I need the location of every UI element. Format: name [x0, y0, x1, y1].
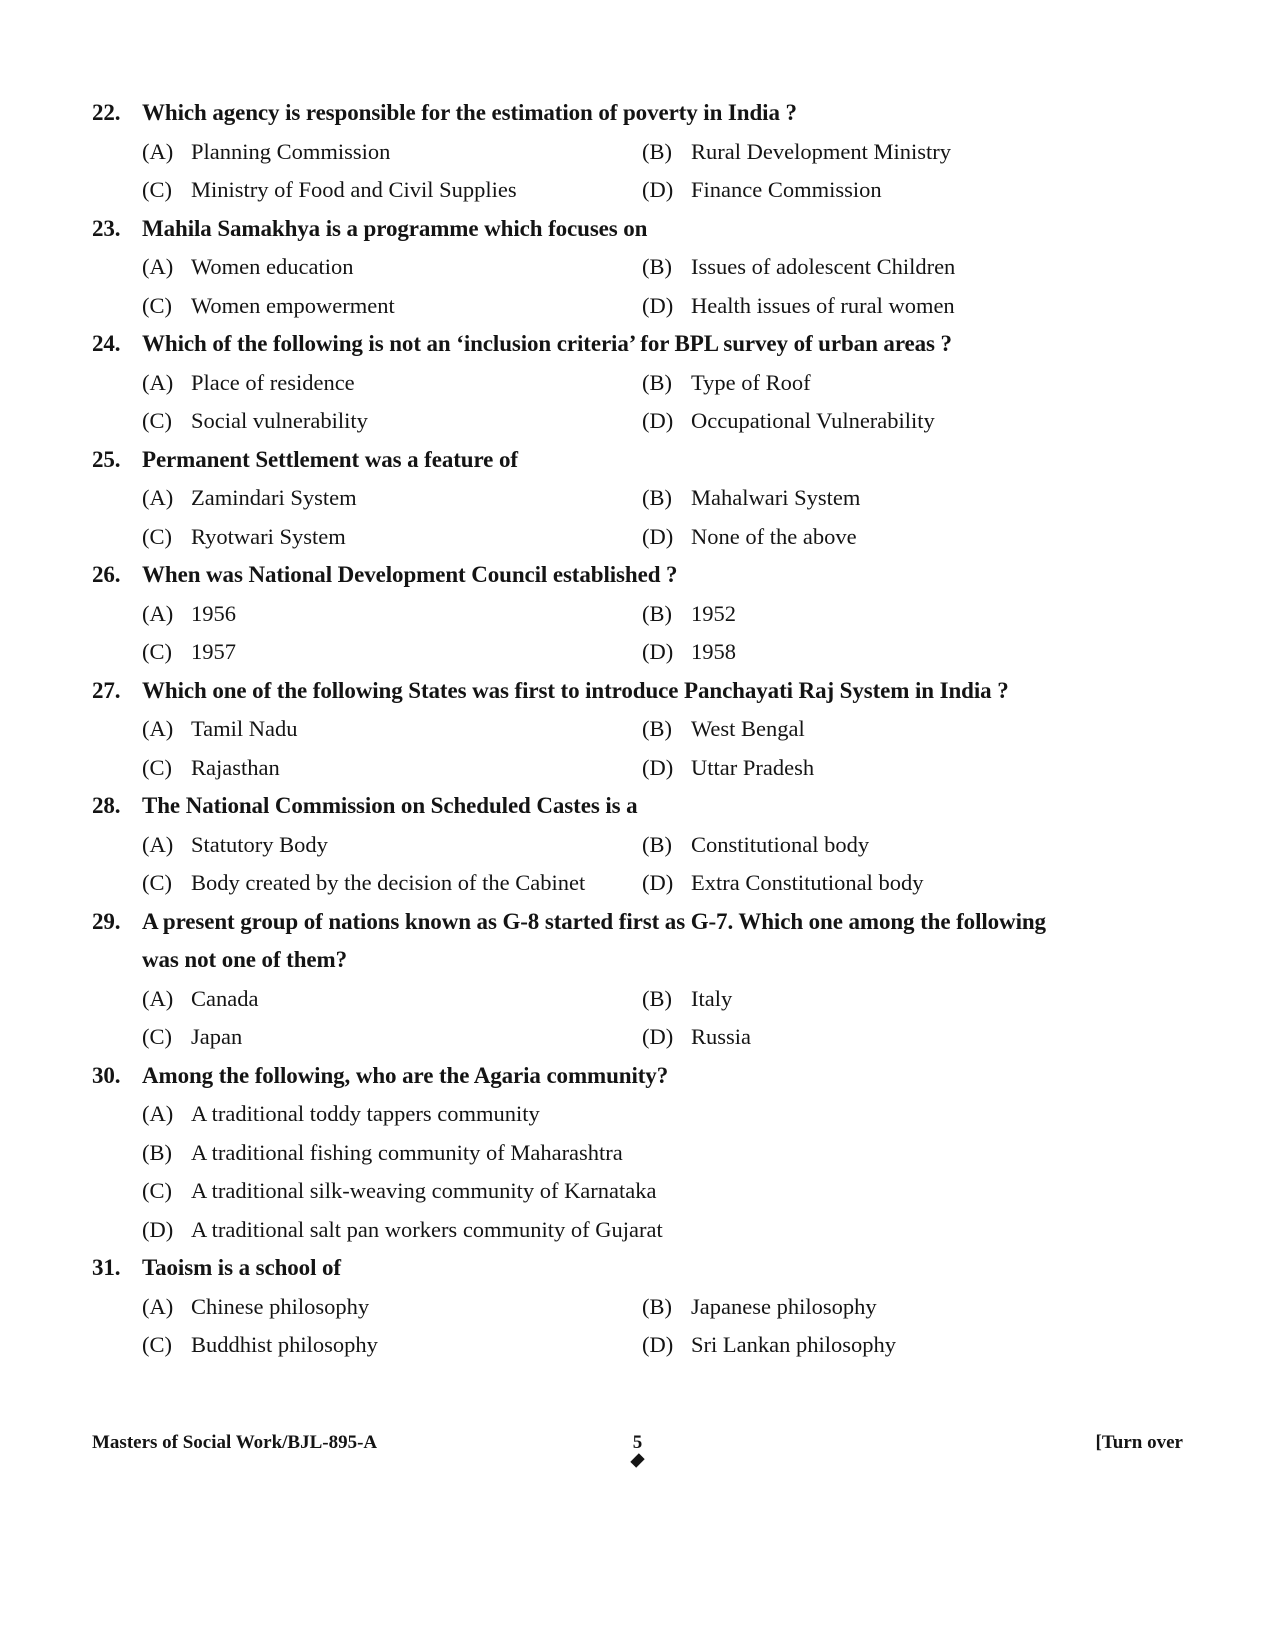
option-list: [92, 364, 1202, 441]
option-text: Social vulnerability: [191, 408, 368, 433]
option-text: Chinese philosophy: [191, 1293, 370, 1319]
option-text: West Bengal: [691, 716, 805, 741]
diamond-icon: [630, 1453, 644, 1467]
option-b: [642, 826, 1142, 865]
option-a: [142, 980, 642, 1019]
question-stem: [92, 1057, 1202, 1096]
option-list: [92, 595, 1202, 672]
option-letter: (B): [642, 831, 672, 857]
option-text: A traditional toddy tappers community: [191, 1101, 540, 1126]
option-text: Planning Commission: [191, 138, 391, 164]
question-26: [92, 556, 1202, 672]
option-letter: (A): [142, 254, 174, 279]
option-text: Place of residence: [191, 369, 355, 395]
option-letter: (C): [142, 870, 172, 895]
option-text: Ryotwari System: [191, 523, 346, 549]
option-b: [642, 595, 1142, 634]
option-letter: (C): [142, 292, 172, 318]
option-text: Finance Commission: [691, 177, 882, 202]
option-letter: (D): [642, 639, 674, 664]
option-d: [642, 633, 1142, 672]
option-d: [642, 402, 1142, 441]
option-text: Mahalwari System: [691, 485, 861, 510]
question-28: [92, 787, 1202, 903]
option-letter: (D): [642, 292, 674, 318]
option-b: [642, 133, 1142, 172]
option-text: 1952: [691, 600, 736, 626]
option-letter: (D): [642, 408, 674, 433]
option-text: None of the above: [691, 523, 857, 549]
option-letter: (C): [142, 408, 172, 433]
question-25: [92, 441, 1202, 557]
question-stem: [92, 210, 1202, 249]
question-stem: [92, 325, 1202, 364]
option-letter: (C): [142, 754, 172, 780]
question-number: 25.: [92, 446, 121, 472]
question-text: Mahila Samakhya is a programme which focuses on: [142, 215, 648, 241]
option-a: [142, 133, 642, 172]
option-letter: (A): [142, 985, 174, 1011]
option-text: Tamil Nadu: [191, 716, 298, 741]
option-text: 1957: [191, 639, 236, 664]
option-letter: (A): [142, 369, 174, 395]
option-a: [142, 248, 642, 287]
option-b: [642, 710, 1142, 749]
option-text: Issues of adolescent Children: [691, 254, 956, 279]
question-stem: [92, 1249, 1202, 1288]
option-list: [92, 980, 1202, 1057]
question-stem: [92, 672, 1202, 711]
question-number: 30.: [92, 1062, 121, 1088]
option-c: [142, 749, 642, 788]
option-text: Rajasthan: [191, 754, 280, 780]
option-d: [642, 287, 1142, 326]
option-text: Russia: [691, 1024, 752, 1049]
option-text: Occupational Vulnerability: [691, 408, 935, 433]
option-letter: (B): [642, 1293, 672, 1319]
option-letter: (A): [142, 138, 174, 164]
option-a: [142, 1288, 642, 1327]
question-24: [92, 325, 1202, 441]
question-number: 28.: [92, 793, 121, 818]
option-letter: (B): [642, 254, 672, 279]
option-letter: (C): [142, 1024, 172, 1049]
question-text: Which one of the following States was first to introduce Panchayati Raj System in India ?: [142, 677, 1009, 703]
option-a: [142, 826, 642, 865]
option-letter: (D): [642, 754, 674, 780]
question-31: [92, 1249, 1202, 1365]
option-a: [142, 1095, 1202, 1134]
option-letter: (A): [142, 600, 174, 626]
option-d: [642, 518, 1142, 557]
option-a: [142, 710, 642, 749]
option-text: Statutory Body: [191, 831, 328, 857]
option-letter: (A): [142, 1293, 174, 1319]
option-text: Body created by the decision of the Cabinet: [191, 870, 586, 895]
option-list: [92, 1095, 1202, 1249]
option-letter: (C): [142, 523, 172, 549]
option-letter: (D): [642, 1024, 674, 1049]
option-letter: (C): [142, 177, 172, 202]
option-letter: (D): [142, 1216, 174, 1242]
question-number: 26.: [92, 562, 121, 587]
option-a: [142, 364, 642, 403]
option-a: [142, 479, 642, 518]
option-text: Type of Roof: [691, 369, 811, 395]
option-text: Japanese philosophy: [691, 1293, 877, 1319]
question-stem: [92, 903, 1202, 980]
option-list: [92, 826, 1202, 903]
option-b: [642, 1288, 1142, 1327]
option-list: [92, 479, 1202, 556]
option-a: [142, 595, 642, 634]
page-footer: [92, 1432, 1183, 1482]
option-list: [92, 1288, 1202, 1365]
option-letter: (B): [642, 138, 672, 164]
paper-code: Masters of Social Work/BJL-895-A: [92, 1432, 378, 1453]
question-27: [92, 672, 1202, 788]
option-d: [642, 171, 1142, 210]
question-text: When was National Development Council established ?: [142, 562, 678, 587]
question-stem: [92, 556, 1202, 595]
option-letter: (D): [642, 177, 674, 202]
option-list: [92, 248, 1202, 325]
question-list: [92, 94, 1202, 1365]
question-text: Which agency is responsible for the estimation of poverty in India ?: [142, 100, 797, 125]
turn-over-note: [Turn over: [1095, 1432, 1183, 1453]
question-29: [92, 903, 1202, 1057]
question-text: The National Commission on Scheduled Castes is a: [142, 793, 638, 818]
option-letter: (B): [142, 1139, 172, 1165]
option-b: [642, 248, 1142, 287]
option-text: Rural Development Ministry: [691, 138, 951, 164]
option-letter: (D): [642, 870, 674, 895]
option-letter: (C): [142, 1332, 172, 1357]
option-text: Uttar Pradesh: [691, 754, 815, 780]
question-number: 23.: [92, 215, 121, 241]
option-d: [642, 864, 1142, 903]
option-c: [142, 1326, 642, 1365]
page-number: 5: [632, 1432, 643, 1453]
option-c: [142, 633, 642, 672]
question-stem: [92, 441, 1202, 480]
option-letter: (B): [642, 485, 672, 510]
option-b: [642, 980, 1142, 1019]
option-letter: (A): [142, 716, 174, 741]
option-text: Ministry of Food and Civil Supplies: [191, 177, 517, 202]
option-c: [142, 171, 642, 210]
question-number: 27.: [92, 677, 121, 703]
option-letter: (B): [642, 600, 672, 626]
option-letter: (B): [642, 716, 672, 741]
question-text: A present group of nations known as G-8 started first as G-7. Which one among the following was not one of them?: [142, 908, 1046, 972]
question-text: Which of the following is not an ‘inclusion criteria’ for BPL survey of urban areas ?: [142, 331, 952, 356]
question-text: Taoism is a school of: [142, 1255, 341, 1280]
option-letter: (C): [142, 639, 172, 664]
question-23: [92, 210, 1202, 326]
option-text: Women empowerment: [191, 292, 395, 318]
option-d: [642, 1326, 1142, 1365]
option-c: [142, 518, 642, 557]
option-letter: (A): [142, 485, 174, 510]
question-number: 22.: [92, 100, 121, 125]
option-d: [642, 749, 1142, 788]
option-list: [92, 710, 1202, 787]
option-text: A traditional silk-weaving community of Karnataka: [191, 1178, 657, 1203]
option-b: [642, 479, 1142, 518]
option-d: [142, 1211, 1202, 1250]
option-list: [92, 133, 1202, 210]
option-letter: (A): [142, 831, 174, 857]
option-letter: (B): [642, 985, 672, 1011]
question-text: Among the following, who are the Agaria community?: [142, 1062, 669, 1088]
option-text: Extra Constitutional body: [691, 870, 924, 895]
option-letter: (D): [642, 523, 674, 549]
option-text: A traditional salt pan workers community of Gujarat: [191, 1216, 663, 1242]
option-text: Japan: [191, 1024, 243, 1049]
option-text: Women education: [191, 254, 354, 279]
question-30: [92, 1057, 1202, 1250]
question-number: 31.: [92, 1255, 121, 1280]
option-text: Health issues of rural women: [691, 292, 955, 318]
option-b: [642, 364, 1142, 403]
option-text: Italy: [691, 985, 733, 1011]
question-text: Permanent Settlement was a feature of: [142, 446, 518, 472]
option-c: [142, 1018, 642, 1057]
option-text: A traditional fishing community of Maharashtra: [191, 1139, 623, 1165]
option-letter: (A): [142, 1101, 174, 1126]
option-d: [642, 1018, 1142, 1057]
option-text: 1958: [691, 639, 736, 664]
option-b: [142, 1134, 1202, 1173]
option-c: [142, 287, 642, 326]
option-text: Sri Lankan philosophy: [691, 1332, 896, 1357]
option-c: [142, 1172, 1202, 1211]
question-stem: [92, 94, 1202, 133]
question-stem: [92, 787, 1202, 826]
question-22: [92, 94, 1202, 210]
option-text: Zamindari System: [191, 485, 357, 510]
question-number: 24.: [92, 331, 121, 356]
option-text: Buddhist philosophy: [191, 1332, 378, 1357]
option-letter: (B): [642, 369, 672, 395]
option-text: 1956: [191, 600, 236, 626]
option-c: [142, 864, 642, 903]
option-c: [142, 402, 642, 441]
option-letter: (C): [142, 1178, 172, 1203]
option-text: Canada: [191, 985, 259, 1011]
question-number: 29.: [92, 908, 121, 934]
option-text: Constitutional body: [691, 831, 870, 857]
option-letter: (D): [642, 1332, 674, 1357]
